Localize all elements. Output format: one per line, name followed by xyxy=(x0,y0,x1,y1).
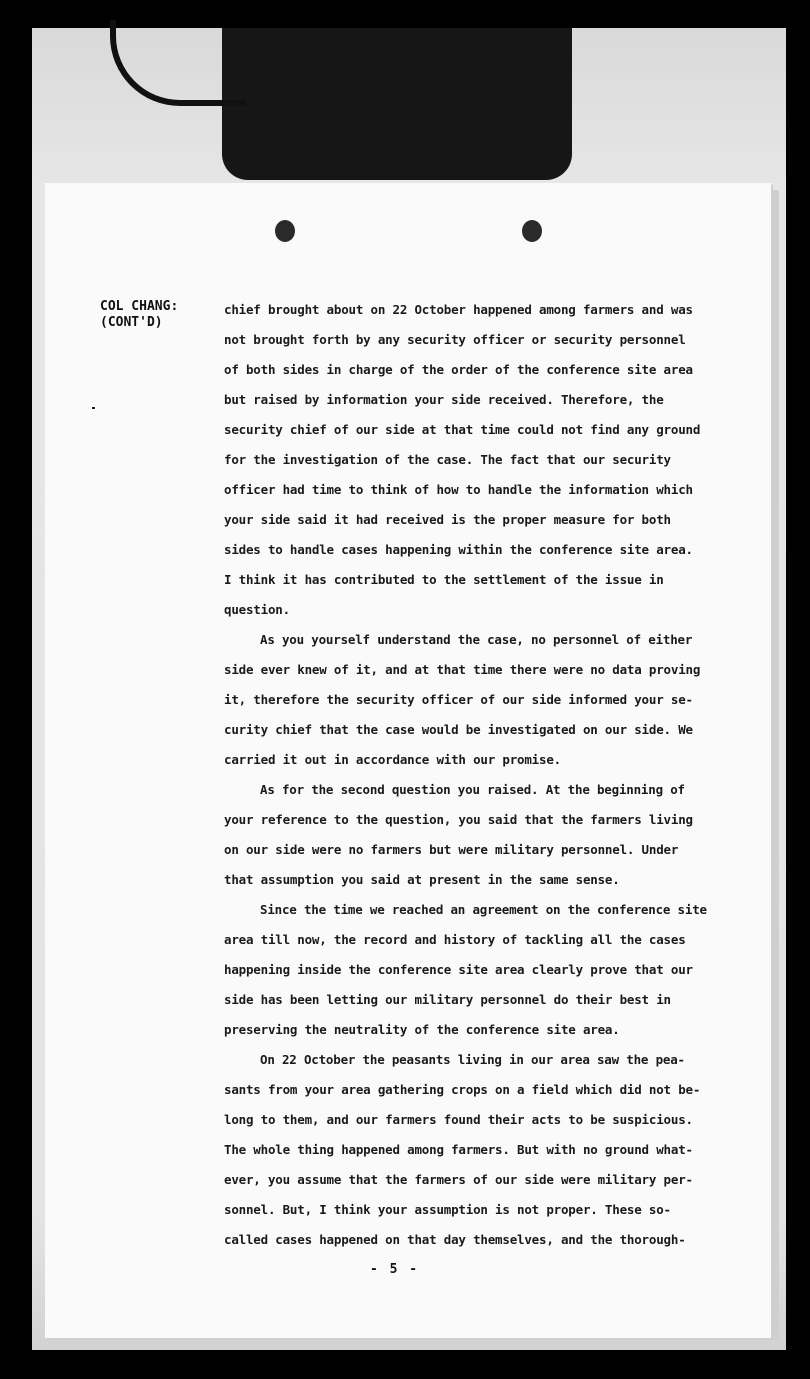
body-line: sides to handle cases happening within the conference site area. xyxy=(224,542,693,557)
body-line: for the investigation of the case. The fact that our security xyxy=(224,452,671,467)
body-line: not brought forth by any security officer or security personnel xyxy=(224,332,686,347)
body-line: area till now, the record and history of tackling all the cases xyxy=(224,932,686,947)
body-line: your side said it had received is the proper measure for both xyxy=(224,512,671,527)
body-line: officer had time to think of how to handle the information which xyxy=(224,482,693,497)
speaker-name: COL CHANG: xyxy=(100,299,179,314)
body-line: As for the second question you raised. At the beginning of xyxy=(260,782,685,797)
body-line: preserving the neutrality of the conference site area. xyxy=(224,1022,620,1037)
body-line: security chief of our side at that time could not find any ground xyxy=(224,422,701,437)
body-line: As you yourself understand the case, no personnel of either xyxy=(260,632,693,647)
body-line: happening inside the conference site area clearly prove that our xyxy=(224,962,693,977)
page-edge-shadow xyxy=(771,190,779,1340)
body-line: curity chief that the case would be investigated on our side. We xyxy=(224,722,693,737)
transcript-body xyxy=(224,298,719,1258)
punch-hole-left xyxy=(275,220,295,242)
scan-speck xyxy=(92,407,95,409)
body-line: chief brought about on 22 October happened among farmers and was xyxy=(224,302,693,317)
body-line: on our side were no farmers but were military personnel. Under xyxy=(224,842,679,857)
body-line: I think it has contributed to the settlement of the issue in xyxy=(224,572,664,587)
body-line: called cases happened on that day themselves, and the thorough- xyxy=(224,1232,686,1247)
body-line: long to them, and our farmers found their acts to be suspicious. xyxy=(224,1112,693,1127)
speaker-label xyxy=(100,299,210,331)
body-line: Since the time we reached an agreement on the conference site xyxy=(260,902,707,917)
body-line: sants from your area gathering crops on a field which did not be- xyxy=(224,1082,701,1097)
body-line: side has been letting our military personnel do their best in xyxy=(224,992,671,1007)
body-line: but raised by information your side received. Therefore, the xyxy=(224,392,664,407)
body-line: your reference to the question, you said that the farmers living xyxy=(224,812,693,827)
body-line: of both sides in charge of the order of the conference site area xyxy=(224,362,693,377)
body-line: that assumption you said at present in the same sense. xyxy=(224,872,620,887)
body-line: On 22 October the peasants living in our area saw the pea- xyxy=(260,1052,685,1067)
speaker-continued: (CONT'D) xyxy=(100,315,163,330)
body-line: side ever knew of it, and at that time there were no data proving xyxy=(224,662,701,677)
punch-hole-right xyxy=(522,220,542,242)
body-line: carried it out in accordance with our promise. xyxy=(224,752,561,767)
binder-clip xyxy=(222,28,572,180)
body-line: it, therefore the security officer of our side informed your se- xyxy=(224,692,693,707)
body-line: question. xyxy=(224,602,290,617)
body-line: The whole thing happened among farmers. But with no ground what- xyxy=(224,1142,693,1157)
body-line: sonnel. But, I think your assumption is not proper. These so- xyxy=(224,1202,671,1217)
page-number: - 5 - xyxy=(370,1262,420,1277)
body-line: ever, you assume that the farmers of our side were military per- xyxy=(224,1172,693,1187)
